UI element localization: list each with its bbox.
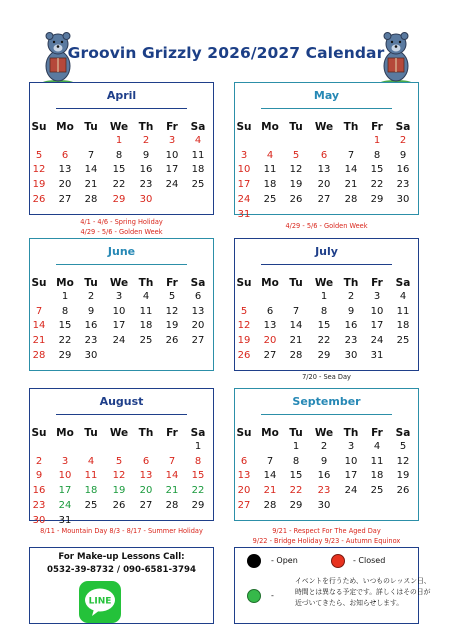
- calendar-day: 8: [61, 305, 69, 317]
- calendar-day: 12: [165, 305, 179, 317]
- calendar-day: 30: [32, 514, 46, 526]
- weekday-header: Fr: [371, 277, 383, 289]
- calendar-day: 23: [344, 335, 358, 347]
- weekday-header: Mo: [261, 121, 279, 133]
- calendar-day: 1: [373, 135, 381, 146]
- calendar-day: 24: [344, 485, 358, 497]
- weekday-header: Tu: [84, 121, 98, 133]
- calendar-day: 6: [61, 149, 69, 161]
- calendar-day: 4: [142, 291, 150, 302]
- calendar-day: 24: [237, 193, 251, 205]
- calendar-day: 24: [370, 335, 384, 347]
- bear-mascot-right: [376, 30, 416, 86]
- calendar-day: 27: [237, 499, 251, 511]
- calendar-day: 4: [266, 149, 274, 161]
- calendar-day: 7: [266, 455, 274, 467]
- note-july-sea-day: 7/20 - Sea Day: [302, 373, 351, 381]
- event-dot-icon: [247, 589, 261, 603]
- calendar-day: 27: [58, 193, 72, 205]
- calendar-day: 23: [396, 179, 410, 191]
- calendar-day: 5: [168, 291, 176, 302]
- weekday-header: Su: [236, 277, 252, 289]
- weekday-header: Mo: [261, 427, 279, 439]
- calendar-day: 27: [317, 193, 331, 205]
- calendar-day: 18: [370, 470, 384, 482]
- calendar-day: 3: [115, 291, 123, 302]
- calendar-day: 16: [317, 470, 331, 482]
- calendar-day: 17: [344, 470, 358, 482]
- calendar-day: 1: [320, 291, 328, 302]
- weekday-header: Th: [343, 277, 359, 289]
- calendar-day: 7: [35, 305, 43, 317]
- calendar-day: 25: [84, 499, 98, 511]
- calendar-day: 3: [347, 441, 355, 452]
- calendar-day: 20: [58, 179, 72, 191]
- weekday-header: Th: [138, 121, 154, 133]
- calendar-day: 11: [263, 164, 277, 176]
- weekday-header: Sa: [190, 121, 206, 133]
- weekday-header: Th: [343, 427, 359, 439]
- calendar-day: 21: [344, 179, 358, 191]
- calendar-day: 27: [139, 499, 153, 511]
- calendar-day: 3: [240, 149, 248, 161]
- calendar-day: 16: [139, 164, 153, 176]
- month-july: [234, 238, 419, 371]
- calendar-day: 11: [370, 455, 384, 467]
- calendar-day: 28: [344, 193, 358, 205]
- weekday-header: Mo: [56, 121, 74, 133]
- calendar-day: 4: [399, 291, 407, 302]
- calendar-day: 10: [165, 149, 179, 161]
- month-name: July: [315, 245, 338, 258]
- legend-closed-label: - Closed: [353, 556, 386, 565]
- calendar-day: 19: [396, 470, 410, 482]
- calendar-day: 18: [139, 320, 153, 332]
- calendar-day: 5: [399, 441, 407, 452]
- weekday-header: Tu: [84, 277, 98, 289]
- legend-event-dash: -: [271, 591, 274, 600]
- calendar-day: 25: [396, 335, 410, 347]
- calendar-day: 21: [165, 485, 179, 497]
- calendar-day: 13: [58, 164, 72, 176]
- calendar-day: 12: [112, 470, 126, 482]
- calendar-day: 5: [35, 149, 43, 161]
- calendar-day: 28: [263, 499, 277, 511]
- calendar-day: 30: [317, 499, 331, 511]
- calendar-day: 6: [194, 291, 202, 302]
- calendar-day: 26: [237, 349, 251, 361]
- calendar-day: 22: [317, 335, 331, 347]
- calendar-day: 1: [115, 135, 123, 146]
- calendar-day: 31: [58, 514, 72, 526]
- weekday-header: We: [314, 121, 334, 133]
- calendar-day: 15: [289, 470, 303, 482]
- calendar-day: 26: [289, 193, 303, 205]
- calendar-day: 3: [61, 455, 69, 467]
- note-april-spring-holiday: 4/1 - 4/6 - Spring Holiday: [80, 218, 163, 226]
- calendar-day: 11: [396, 305, 410, 317]
- note-april-golden-week: 4/29 - 5/6 - Golden Week: [80, 228, 163, 236]
- calendar-day: 29: [370, 193, 384, 205]
- calendar-day: 9: [347, 305, 355, 317]
- calendar-day: 14: [289, 320, 303, 332]
- calendar-day: 10: [370, 305, 384, 317]
- calendar-day: 20: [237, 485, 251, 497]
- weekday-header: We: [109, 427, 129, 439]
- calendar-day: 1: [194, 441, 202, 452]
- calendar-day: 23: [317, 485, 331, 497]
- calendar-day: 24: [112, 335, 126, 347]
- calendar-day: 15: [112, 164, 126, 176]
- calendar-day: 16: [396, 164, 410, 176]
- calendar-day: 16: [344, 320, 358, 332]
- calendar-day: 7: [87, 149, 95, 161]
- closed-dot-icon: [331, 554, 345, 568]
- calendar-day: 29: [112, 193, 126, 205]
- calendar-day: 21: [32, 335, 46, 347]
- month-underline: [261, 414, 392, 415]
- weekday-header: Fr: [166, 277, 178, 289]
- calendar-day: 13: [263, 320, 277, 332]
- calendar-day: 20: [191, 320, 205, 332]
- weekday-header: Sa: [395, 121, 411, 133]
- open-dot-icon: [247, 554, 261, 568]
- weekday-header: Th: [138, 277, 154, 289]
- calendar-day: 15: [58, 320, 72, 332]
- note-september-aged-day: 9/21 - Respect For The Aged Day: [272, 527, 381, 535]
- calendar-day: 17: [58, 485, 72, 497]
- calendar-day: 6: [266, 305, 274, 317]
- calendar-day: 6: [240, 455, 248, 467]
- calendar-day: 28: [289, 349, 303, 361]
- contact-heading: For Make-up Lessons Call:: [58, 552, 185, 562]
- calendar-day: 18: [191, 164, 205, 176]
- weekday-header: Fr: [371, 427, 383, 439]
- calendar-day: 26: [32, 193, 46, 205]
- weekday-header: Su: [31, 121, 47, 133]
- calendar-day: 23: [84, 335, 98, 347]
- contact-box: [29, 547, 214, 624]
- calendar-day: 25: [191, 179, 205, 191]
- calendar-day: 20: [263, 335, 277, 347]
- calendar-day: 27: [191, 335, 205, 347]
- weekday-header: Mo: [56, 427, 74, 439]
- calendar-day: 30: [396, 193, 410, 205]
- month-april: [29, 82, 214, 215]
- month-name: April: [106, 89, 137, 102]
- calendar-day: 14: [263, 470, 277, 482]
- calendar-day: 3: [373, 291, 381, 302]
- calendar-day: 23: [139, 179, 153, 191]
- calendar-day: 29: [58, 349, 72, 361]
- calendar-day: 28: [165, 499, 179, 511]
- weekday-header: We: [314, 277, 334, 289]
- calendar-day: 25: [370, 485, 384, 497]
- calendar-day: 14: [84, 164, 98, 176]
- calendar-day: 16: [84, 320, 98, 332]
- weekday-header: We: [109, 277, 129, 289]
- calendar-day: 20: [139, 485, 153, 497]
- calendar-day: 11: [84, 470, 98, 482]
- weekday-header: Th: [343, 121, 359, 133]
- calendar-day: 8: [115, 149, 123, 161]
- calendar-day: 26: [396, 485, 410, 497]
- calendar-day: 15: [317, 320, 331, 332]
- calendar-day: 9: [399, 149, 407, 161]
- calendar-day: 13: [317, 164, 331, 176]
- calendar-day: 19: [32, 179, 46, 191]
- calendar-day: 3: [168, 135, 176, 146]
- calendar-day: 31: [237, 208, 251, 220]
- calendar-day: 12: [32, 164, 46, 176]
- calendar-day: 31: [370, 349, 384, 361]
- calendar-day: 15: [191, 470, 205, 482]
- calendar-day: 29: [289, 499, 303, 511]
- calendar-day: 22: [58, 335, 72, 347]
- calendar-day: 10: [237, 164, 251, 176]
- calendar-day: 14: [32, 320, 46, 332]
- note-may-golden-week: 4/29 - 5/6 - Golden Week: [285, 222, 368, 230]
- calendar-day: 30: [84, 349, 98, 361]
- calendar-day: 22: [289, 485, 303, 497]
- calendar-day: 9: [320, 455, 328, 467]
- calendar-day: 19: [112, 485, 126, 497]
- calendar-day: 10: [112, 305, 126, 317]
- calendar-day: 19: [237, 335, 251, 347]
- calendar-day: 5: [292, 149, 300, 161]
- calendar-day: 28: [32, 349, 46, 361]
- calendar-day: 8: [373, 149, 381, 161]
- page-title: Groovin Grizzly 2026/2027 Calendar: [67, 44, 385, 62]
- calendar-day: 2: [87, 291, 95, 302]
- calendar-day: 12: [396, 455, 410, 467]
- calendar-day: 17: [237, 179, 251, 191]
- calendar-day: 8: [194, 455, 202, 467]
- calendar-day: 18: [396, 320, 410, 332]
- calendar-day: 16: [32, 485, 46, 497]
- note-september-equinox: 9/22 - Bridge Holiday 9/23 - Autumn Equinox: [252, 537, 401, 545]
- calendar-day: 9: [87, 305, 95, 317]
- calendar-day: 21: [263, 485, 277, 497]
- calendar-day: 29: [191, 499, 205, 511]
- weekday-header: Fr: [371, 121, 383, 133]
- line-logo-text: LINE: [88, 596, 112, 607]
- calendar-day: 26: [112, 499, 126, 511]
- weekday-header: Tu: [289, 121, 303, 133]
- contact-phone-numbers: 0532-39-8732 / 090-6581-3794: [47, 565, 196, 575]
- calendar-day: 6: [320, 149, 328, 161]
- calendar-day: 11: [191, 149, 205, 161]
- month-name: August: [99, 395, 144, 408]
- month-name: September: [292, 395, 361, 408]
- calendar-day: 15: [370, 164, 384, 176]
- calendar-day: 24: [58, 499, 72, 511]
- calendar-day: 17: [165, 164, 179, 176]
- weekday-header: We: [314, 427, 334, 439]
- weekday-header: We: [109, 121, 129, 133]
- calendar-day: 13: [237, 470, 251, 482]
- month-underline: [56, 108, 187, 109]
- note-august-holidays: 8/11 - Mountain Day 8/3 - 8/17 - Summer Holiday: [40, 527, 203, 535]
- line-app-icon[interactable]: [79, 581, 121, 623]
- calendar-day: 6: [142, 455, 150, 467]
- month-name: May: [313, 89, 340, 102]
- calendar-day: 30: [344, 349, 358, 361]
- legend-open-label: - Open: [271, 556, 298, 565]
- calendar-day: 2: [347, 291, 355, 302]
- month-june: [29, 238, 214, 371]
- calendar-day: 21: [84, 179, 98, 191]
- calendar-day: 19: [165, 320, 179, 332]
- weekday-header: Fr: [166, 427, 178, 439]
- calendar-day: 17: [370, 320, 384, 332]
- calendar-day: 7: [292, 305, 300, 317]
- weekday-header: Fr: [166, 121, 178, 133]
- weekday-header: Su: [236, 121, 252, 133]
- month-name: June: [107, 245, 136, 258]
- calendar-day: 10: [58, 470, 72, 482]
- calendar-day: 2: [35, 455, 43, 467]
- calendar-day: 9: [142, 149, 150, 161]
- weekday-header: Mo: [56, 277, 74, 289]
- legend-event-description: イベントを行うため、いつものレッスン日、時間とは異なる予定です。詳しくはその日が近づいてきたら、お知らせします。: [295, 577, 431, 607]
- calendar-day: 25: [139, 335, 153, 347]
- calendar-day: 19: [289, 179, 303, 191]
- calendar-day: 10: [344, 455, 358, 467]
- calendar-day: 12: [237, 320, 251, 332]
- calendar-day: 9: [35, 470, 43, 482]
- calendar-day: 18: [84, 485, 98, 497]
- calendar-day: 1: [61, 291, 69, 302]
- calendar-day: 23: [32, 499, 46, 511]
- calendar-day: 30: [139, 193, 153, 205]
- calendar-day: 4: [373, 441, 381, 452]
- calendar-day: 22: [370, 179, 384, 191]
- month-underline: [261, 264, 392, 265]
- month-underline: [56, 414, 187, 415]
- calendar-day: 24: [165, 179, 179, 191]
- calendar-day: 4: [194, 135, 202, 146]
- calendar-day: 13: [191, 305, 205, 317]
- weekday-header: Sa: [190, 277, 206, 289]
- weekday-header: Th: [138, 427, 154, 439]
- calendar-day: 1: [292, 441, 300, 452]
- weekday-header: Tu: [289, 277, 303, 289]
- calendar-day: 11: [139, 305, 153, 317]
- calendar-day: 5: [240, 305, 248, 317]
- month-september: [234, 388, 419, 521]
- calendar-day: 2: [320, 441, 328, 452]
- calendar-day: 14: [165, 470, 179, 482]
- weekday-header: Su: [31, 277, 47, 289]
- calendar-day: 21: [289, 335, 303, 347]
- calendar-day: 5: [115, 455, 123, 467]
- calendar-day: 12: [289, 164, 303, 176]
- calendar-day: 26: [165, 335, 179, 347]
- month-underline: [261, 108, 392, 109]
- weekday-header: Su: [236, 427, 252, 439]
- bear-mascot-left: [38, 30, 78, 86]
- month-may: [234, 82, 419, 220]
- calendar-day: 7: [347, 149, 355, 161]
- calendar-day: 13: [139, 470, 153, 482]
- weekday-header: Sa: [395, 277, 411, 289]
- weekday-header: Tu: [84, 427, 98, 439]
- calendar-day: 27: [263, 349, 277, 361]
- calendar-day: 22: [112, 179, 126, 191]
- calendar-day: 8: [292, 455, 300, 467]
- calendar-day: 25: [263, 193, 277, 205]
- calendar-day: 7: [168, 455, 176, 467]
- legend-box: [234, 547, 431, 624]
- weekday-header: Su: [31, 427, 47, 439]
- weekday-header: Sa: [395, 427, 411, 439]
- month-august: [29, 388, 214, 526]
- calendar-day: 2: [399, 135, 407, 146]
- calendar-day: 22: [191, 485, 205, 497]
- weekday-header: Tu: [289, 427, 303, 439]
- month-underline: [56, 264, 187, 265]
- calendar-day: 28: [84, 193, 98, 205]
- calendar-day: 17: [112, 320, 126, 332]
- weekday-header: Sa: [190, 427, 206, 439]
- calendar-day: 2: [142, 135, 150, 146]
- calendar-day: 20: [317, 179, 331, 191]
- calendar-day: 4: [87, 455, 95, 467]
- calendar-day: 29: [317, 349, 331, 361]
- calendar-day: 14: [344, 164, 358, 176]
- weekday-header: Mo: [261, 277, 279, 289]
- calendar-day: 8: [320, 305, 328, 317]
- calendar-day: 18: [263, 179, 277, 191]
